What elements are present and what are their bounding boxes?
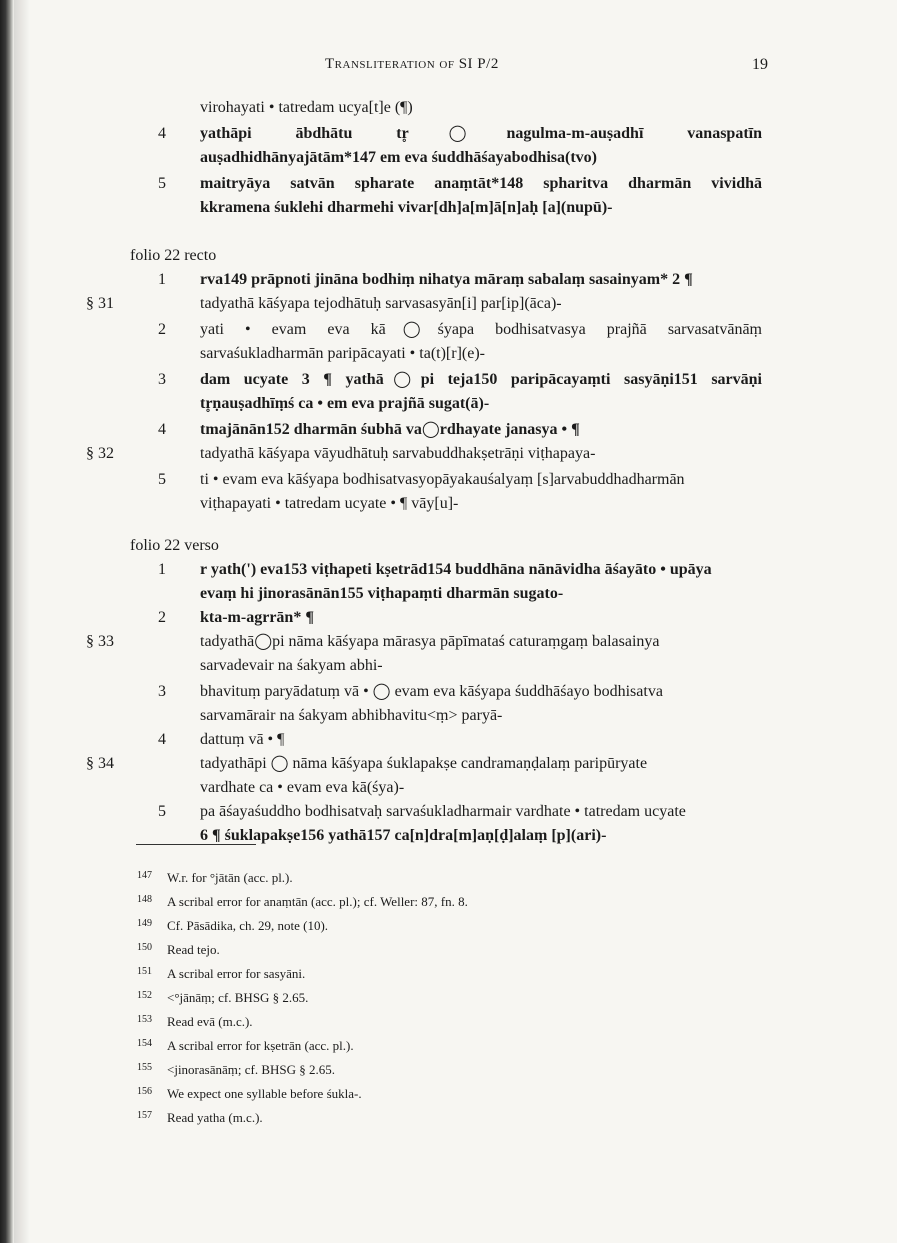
folio-heading-verso: folio 22 verso <box>130 537 219 554</box>
text-line: r yath(') eva153 viṭhapeti kṣetrād154 buddhāna nānāvidha āśayāto • upāya <box>200 561 712 578</box>
footnote <box>137 868 293 886</box>
line-number: 3 <box>158 371 166 388</box>
footnote-number: 151 <box>137 966 152 977</box>
footnote <box>137 916 328 934</box>
footnote-text: Read evā (m.c.). <box>167 1014 253 1029</box>
text-line: tr̥ṇauṣadhīṃś ca • em eva prajñā sugat(ā)- <box>200 395 490 412</box>
footnote-text: A scribal error for sasyāni. <box>167 966 306 981</box>
text-line: ti • evam eva kāśyapa bodhisatvasyopāyakauśalyaṃ [s]arvabuddhadharmān <box>200 471 685 488</box>
page-gutter-shadow <box>14 0 30 1243</box>
line-number: 2 <box>158 321 166 338</box>
footnote <box>137 1060 335 1078</box>
footnote-number: 157 <box>137 1110 152 1121</box>
footnote-number: 156 <box>137 1086 152 1097</box>
text-line: yati • evam eva kā◯śyapa bodhisatvasya prajñā sarvasatvānāṃ <box>200 321 762 338</box>
text-line: rva149 prāpnoti jināna bodhiṃ nihatya māraṃ sabalaṃ sasainyam* 2 ¶ <box>200 271 693 288</box>
text-line: sarvadevair na śakyam abhi- <box>200 657 383 674</box>
footnote <box>137 1108 263 1126</box>
page-number: 19 <box>752 56 768 73</box>
line-number: 1 <box>158 561 166 578</box>
text-line: yathāpi ābdhātu tr̥◯nagulma-m-auṣadhī vanaspatīn <box>200 125 762 142</box>
footnote-number: 155 <box>137 1062 152 1073</box>
text-line: kta-m-agrrān* ¶ <box>200 609 314 626</box>
text-line: tadyathā kāśyapa tejodhātuḥ sarvasasyān[i] par[ip](āca)- <box>200 295 562 312</box>
line-number: 5 <box>158 175 166 192</box>
footnote <box>137 1084 362 1102</box>
text-line: tmajānān152 dharmān śubhā va◯rdhayate janasya • ¶ <box>200 421 580 438</box>
line-number: 2 <box>158 609 166 626</box>
footnote <box>137 892 468 910</box>
footnote-text: Cf. Pāsādika, ch. 29, note (10). <box>167 918 329 933</box>
text-line: vardhate ca • evam eva kā(śya)- <box>200 779 405 796</box>
section-marker: § 33 <box>86 633 114 650</box>
footnote-number: 153 <box>137 1014 152 1025</box>
footnote-text: We expect one syllable before śukla-. <box>167 1086 362 1101</box>
footnote-number: 150 <box>137 942 152 953</box>
text-line: tadyathāpi ◯ nāma kāśyapa śuklapakṣe candramaṇḍalaṃ paripūryate <box>200 755 648 772</box>
footnote-text: <°jānāṃ; cf. BHSG § 2.65. <box>167 990 309 1005</box>
text-line: auṣadhidhānyajātām*147 em eva śuddhāśayabodhisa(tvo) <box>200 149 597 166</box>
text-line: evaṃ hi jinorasānān155 viṭhapaṃti dharmān sugato- <box>200 585 564 602</box>
footnote <box>137 988 308 1006</box>
text-line: sarvamārair na śakyam abhibhavitu<ṃ> paryā- <box>200 707 503 724</box>
footnote-text: Read tejo. <box>167 942 220 957</box>
footnote-text: A scribal error for anaṃtān (acc. pl.); cf. Weller: 87, fn. 8. <box>167 894 468 909</box>
book-binding-shadow <box>0 0 14 1243</box>
footnote-number: 154 <box>137 1038 152 1049</box>
footnote-number: 149 <box>137 918 152 929</box>
text-line: pa āśayaśuddho bodhisatvaḥ sarvaśukladharmair vardhate • tatredam ucyate <box>200 803 686 820</box>
text-line: dam ucyate 3 ¶ yathā◯pi teja150 paripācayaṃti sasyāṇi151 sarvāṇi <box>200 371 762 388</box>
footnote-text: W.r. for °jātān (acc. pl.). <box>167 870 293 885</box>
text-line: virohayati • tatredam ucya[t]e (¶) <box>200 99 413 116</box>
text-line: viṭhapayati • tatredam ucyate • ¶ vāy[u]- <box>200 495 459 512</box>
running-header-title: Transliteration of SI P/2 <box>325 56 499 72</box>
text-line: maitryāya satvān spharate anaṃtāt*148 spharitva dharmān vividhā <box>200 175 762 192</box>
text-line: 6 ¶ śuklapakṣe156 yathā157 ca[n]dra[m]aṇ[ḍ]alaṃ [p](ari)- <box>200 827 607 844</box>
footnote <box>137 964 305 982</box>
section-marker: § 34 <box>86 755 114 772</box>
text-line: sarvaśukladharmān paripācayati • ta(t)[r](e)- <box>200 345 485 362</box>
line-number: 4 <box>158 731 166 748</box>
text-line: dattuṃ vā • ¶ <box>200 731 285 748</box>
footnote-text: <jinorasānāṃ; cf. BHSG § 2.65. <box>167 1062 336 1077</box>
footnote-rule <box>136 844 256 845</box>
line-number: 1 <box>158 271 166 288</box>
line-number: 5 <box>158 803 166 820</box>
line-number: 5 <box>158 471 166 488</box>
text-line: tadyathā kāśyapa vāyudhātuḥ sarvabuddhakṣetrāṇi viṭhapaya- <box>200 445 596 462</box>
footnote-number: 147 <box>137 870 152 881</box>
folio-heading-recto: folio 22 recto <box>130 247 217 264</box>
footnote <box>137 1012 253 1030</box>
footnote <box>137 940 220 958</box>
footnote-number: 148 <box>137 894 152 905</box>
footnote-text: A scribal error for kṣetrān (acc. pl.). <box>167 1038 354 1053</box>
text-line: tadyathā◯pi nāma kāśyapa mārasya pāpīmataś caturaṃgaṃ balasainya <box>200 633 660 650</box>
line-number: 3 <box>158 683 166 700</box>
footnote <box>137 1036 354 1054</box>
section-marker: § 32 <box>86 445 114 462</box>
line-number: 4 <box>158 421 166 438</box>
footnote-text: Read yatha (m.c.). <box>167 1110 263 1125</box>
footnote-number: 152 <box>137 990 152 1001</box>
text-line: bhavituṃ paryādatuṃ vā • ◯ evam eva kāśyapa śuddhāśayo bodhisatva <box>200 683 663 700</box>
section-marker: § 31 <box>86 295 114 312</box>
line-number: 4 <box>158 125 166 142</box>
text-line: kkramena śuklehi dharmehi vivar[dh]a[m]ā[n]aḥ [a](nupū)- <box>200 199 613 216</box>
